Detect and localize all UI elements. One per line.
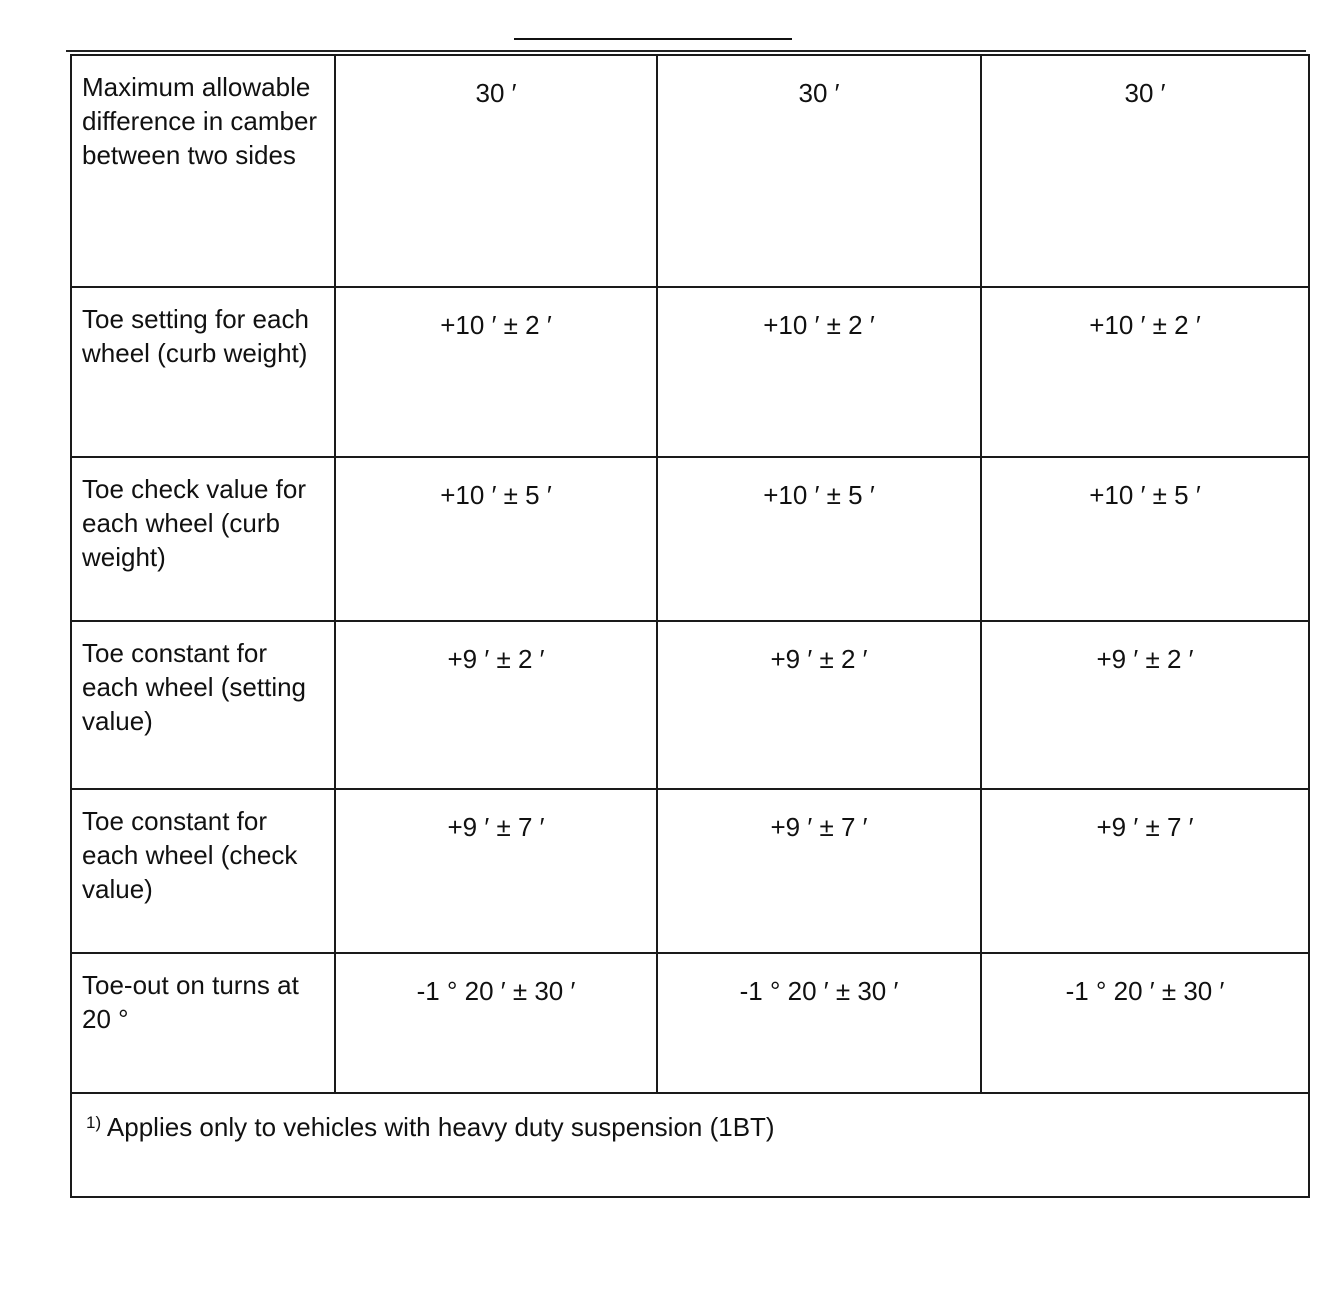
value-cell: +9 ′ ± 2 ′: [981, 621, 1309, 789]
alignment-spec-table: [70, 54, 1310, 1198]
value-cell: +9 ′ ± 2 ′: [657, 621, 981, 789]
value-cell: +10 ′ ± 5 ′: [657, 457, 981, 621]
value-cell: -1 ° 20 ′ ± 30 ′: [657, 953, 981, 1093]
value-cell: 30 ′: [657, 55, 981, 287]
row-label: Toe constant for each wheel (setting value): [71, 621, 335, 789]
value-cell: 30 ′: [981, 55, 1309, 287]
table-row-toe-constant-setting: [71, 621, 1309, 789]
table-row-camber-difference: [71, 55, 1309, 287]
value-cell: -1 ° 20 ′ ± 30 ′: [335, 953, 657, 1093]
value-cell: +10 ′ ± 5 ′: [981, 457, 1309, 621]
header-rule: [514, 38, 792, 40]
row-label: Maximum allowable difference in camber between two sides: [71, 55, 335, 287]
table-row-toe-constant-check: [71, 789, 1309, 953]
footnote-text: Applies only to vehicles with heavy duty suspension (1BT): [106, 1112, 775, 1142]
value-cell: +9 ′ ± 7 ′: [335, 789, 657, 953]
row-label: Toe check value for each wheel (curb weight): [71, 457, 335, 621]
row-label: Toe setting for each wheel (curb weight): [71, 287, 335, 457]
value-cell: -1 ° 20 ′ ± 30 ′: [981, 953, 1309, 1093]
value-cell: +9 ′ ± 7 ′: [981, 789, 1309, 953]
row-label: Toe-out on turns at 20 °: [71, 953, 335, 1093]
value-cell: +10 ′ ± 2 ′: [657, 287, 981, 457]
row-label: Toe constant for each wheel (check value): [71, 789, 335, 953]
value-cell: +9 ′ ± 7 ′: [657, 789, 981, 953]
value-cell: +10 ′ ± 2 ′: [335, 287, 657, 457]
table-row-toe-setting: [71, 287, 1309, 457]
table-row-toe-out-turns: [71, 953, 1309, 1093]
footnote-marker: 1): [86, 1113, 102, 1132]
table-top-rule: [66, 50, 1306, 52]
table-row-footnote: [71, 1093, 1309, 1197]
value-cell: +9 ′ ± 2 ′: [335, 621, 657, 789]
value-cell: 30 ′: [335, 55, 657, 287]
value-cell: +10 ′ ± 2 ′: [981, 287, 1309, 457]
footnote-cell: [71, 1093, 1309, 1197]
value-cell: +10 ′ ± 5 ′: [335, 457, 657, 621]
table-row-toe-check: [71, 457, 1309, 621]
